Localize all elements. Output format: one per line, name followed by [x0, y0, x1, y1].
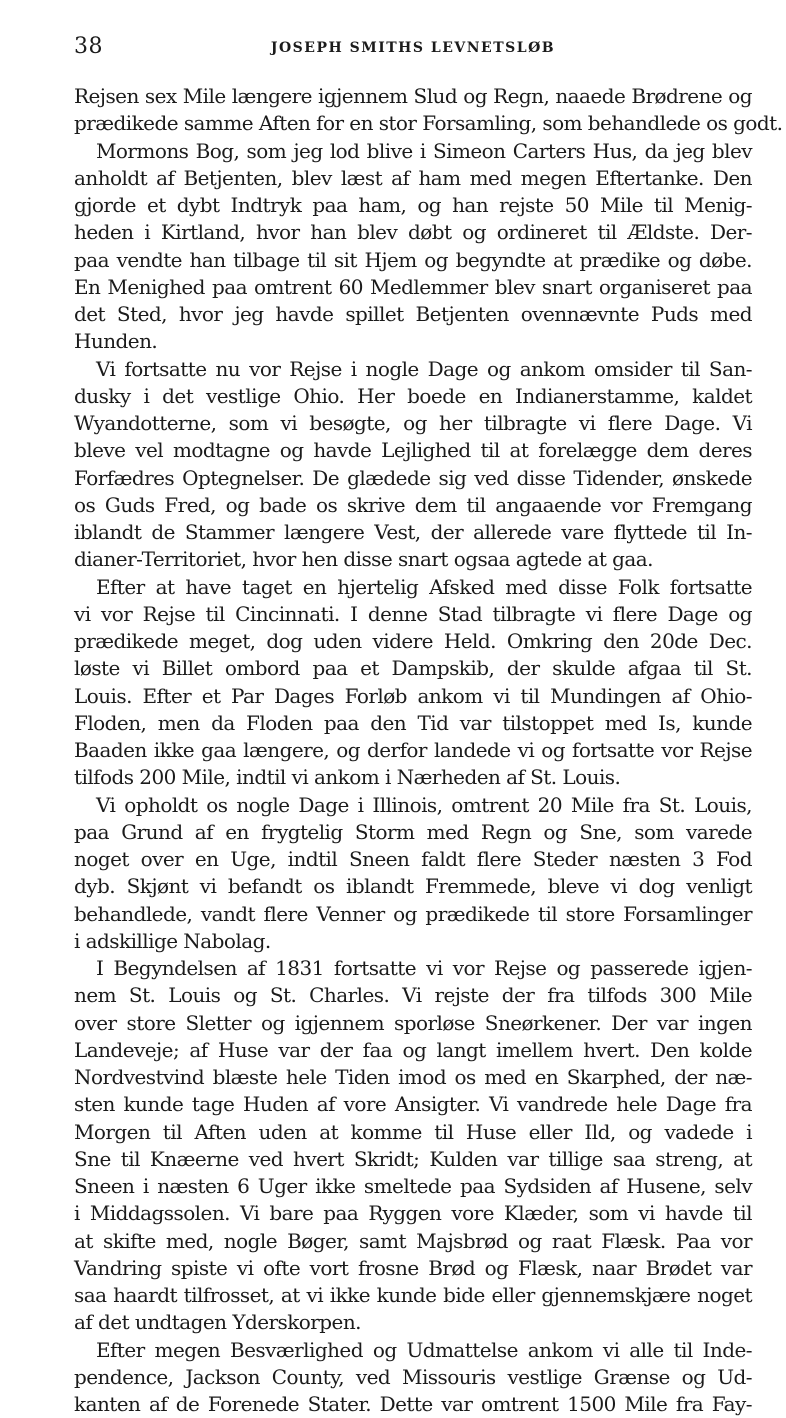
text-line: Floden, men da Floden paa den Tid var tilstoppet med Is, kunde [74, 710, 752, 735]
text-line: Louis. Efter et Par Dages Forløb ankom vi til Mundingen af Ohio- [74, 683, 752, 708]
text-line: dusky i det vestlige Ohio. Her boede en Indianerstamme, kaldet [74, 383, 752, 408]
text-line: det Sted, hvor jeg havde spillet Betjenten ovennævnte Puds med [74, 302, 752, 326]
text-line: gjorde et dybt Indtryk paa ham, og han rejste 50 Mile til Menig- [74, 193, 752, 217]
text-line: sten kunde tage Huden af vore Ansigter. Vi vandrede hele Dage fra [74, 1092, 752, 1117]
text-line: Mormons Bog, som jeg lod blive i Simeon Carters Hus, da jeg blev [96, 138, 752, 163]
text-line: af det undtagen Yderskorpen. [74, 1310, 361, 1335]
text-line: Rejsen sex Mile længere igjennem Slud og Regn, naaede Brødrene og [74, 84, 752, 108]
text-line: dyb. Skjønt vi befandt os iblandt Fremmede, bleve vi dog venligt [74, 874, 752, 899]
text-line: saa haardt tilfrosset, at vi ikke kunde bide eller gjennemskjære noget [74, 1283, 752, 1307]
body-text [74, 83, 783, 1418]
text-line: prædikede meget, dog uden videre Held. Omkring den 20de Dec. [74, 629, 752, 653]
text-line: Vi opholdt os nogle Dage i Illinois, omtrent 20 Mile fra St. Louis, [96, 792, 752, 817]
text-line: i Middagssolen. Vi bare paa Ryggen vore Klæder, som vi havde til [74, 1201, 752, 1226]
text-line: I Begyndelsen af 1831 fortsatte vi vor Rejse og passerede igjen- [96, 956, 752, 980]
text-line: heden i Kirtland, hvor han blev døbt og ordineret til Ældste. Der- [74, 220, 752, 245]
text-line: Vi fortsatte nu vor Rejse i nogle Dage og ankom omsider til San- [96, 356, 752, 381]
text-line: prædikede samme Aften for en stor Forsamling, som behandlede os godt. [74, 111, 783, 136]
text-line: Efter megen Besværlighed og Udmattelse ankom vi alle til Inde- [96, 1337, 752, 1362]
running-title: JOSEPH SMITHS LEVNETSLØB [270, 40, 556, 56]
page-header [74, 36, 752, 62]
text-line: paa Grund af en frygtelig Storm med Regn og Sne, som varede [74, 819, 752, 844]
text-line: nem St. Louis og St. Charles. Vi rejste der fra tilfods 300 Mile [74, 983, 752, 1008]
text-line: Hunden. [74, 329, 158, 354]
text-line: Efter at have taget en hjertelig Afsked med disse Folk fortsatte [96, 574, 752, 599]
text-line: noget over en Uge, indtil Sneen faldt flere Steder næsten 3 Fod [74, 847, 752, 871]
text-line: Baaden ikke gaa længere, og derfor landede vi og fortsatte vor Rejse [74, 738, 752, 762]
text-line: os Guds Fred, og bade os skrive dem til angaaende vor Fremgang [74, 492, 752, 517]
text-line: En Menighed paa omtrent 60 Medlemmer blev snart organiseret paa [74, 274, 752, 299]
text-line: Landeveje; af Huse var der faa og langt imellem hvert. Den kolde [74, 1037, 752, 1062]
text-line: Forfædres Optegnelser. De glædede sig ved disse Tidender, ønskede [74, 465, 752, 490]
text-line: tilfods 200 Mile, indtil vi ankom i Nærheden af St. Louis. [74, 765, 621, 790]
text-line: vi vor Rejse til Cincinnati. I denne Stad tilbragte vi flere Dage og [74, 601, 752, 626]
text-line: paa vendte han tilbage til sit Hjem og begyndte at prædike og døbe. [74, 247, 752, 272]
text-line: kanten af de Forenede Stater. Dette var omtrent 1500 Mile fra Fay- [74, 1392, 752, 1416]
text-line: Sne til Knæerne ved hvert Skridt; Kulden var tillige saa streng, at [74, 1146, 752, 1171]
text-line: anholdt af Betjenten, blev læst af ham med megen Eftertanke. Den [74, 165, 752, 190]
text-line: over store Sletter og igjennem sporløse Sneørkener. Der var ingen [74, 1010, 752, 1035]
text-line: i adskillige Nabolag. [74, 928, 271, 953]
text-line: iblandt de Stammer længere Vest, der allerede vare flyttede til In- [74, 520, 752, 544]
page-number: 38 [74, 34, 103, 59]
text-line: Vandring spiste vi ofte vort frosne Brød og Flæsk, naar Brødet var [74, 1255, 752, 1280]
text-line: pendence, Jackson County, ved Missouris vestlige Grænse og Ud- [74, 1364, 752, 1389]
text-line: Wyandotterne, som vi besøgte, og her tilbragte vi flere Dage. Vi [74, 411, 752, 435]
text-line: Morgen til Aften uden at komme til Huse eller Ild, og vadede i [74, 1119, 752, 1144]
text-line: at skifte med, nogle Bøger, samt Majsbrød og raat Flæsk. Paa vor [74, 1228, 752, 1253]
text-line: behandlede, vandt flere Venner og prædikede til store Forsamlinger [74, 901, 752, 926]
text-line: Nordvestvind blæste hele Tiden imod os med en Skarphed, der næ- [74, 1065, 752, 1089]
text-line: løste vi Billet ombord paa et Dampskib, der skulde afgaa til St. [74, 656, 752, 681]
text-line: dianer-Territoriet, hvor hen disse snart ogsaa agtede at gaa. [74, 547, 653, 572]
text-line: bleve vel modtagne og havde Lejlighed til at forelægge dem deres [74, 438, 752, 463]
text-line: Sneen i næsten 6 Uger ikke smeltede paa Sydsiden af Husene, selv [74, 1174, 752, 1198]
